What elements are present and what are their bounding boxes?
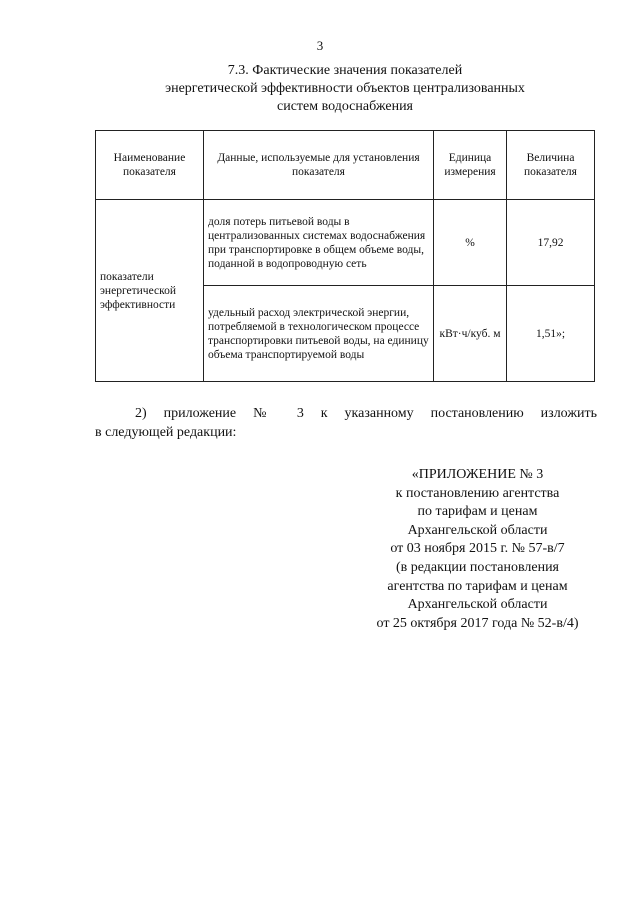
section-heading <box>120 62 570 116</box>
amendment-paragraph <box>95 404 597 442</box>
paragraph-line-1: 2) приложение № 3 к указанному постановлению изложить <box>135 406 597 421</box>
row-unit: кВт·ч/куб. м <box>434 286 507 382</box>
row-value: 17,92 <box>507 200 595 286</box>
row-unit: % <box>434 200 507 286</box>
appendix-line-3: по тарифам и ценам <box>417 504 538 520</box>
appendix-line-9: от 25 октября 2017 года № 52-в/4) <box>376 615 579 631</box>
appendix-line-8: Архангельской области <box>407 597 548 613</box>
appendix-line-4: Архангельской области <box>407 522 548 538</box>
row-data: удельный расход электрической энергии, потребляемой в технологическом процессе транспортировки питьевой воды, на единицу объема транспортируемой воды <box>204 286 434 382</box>
indicators-table <box>95 130 595 382</box>
row-value: 1,51»; <box>507 286 595 382</box>
paragraph-line-2: в следующей редакции: <box>95 425 237 440</box>
appendix-line-6: (в редакции постановления <box>395 559 560 575</box>
appendix-line-7: агентства по тарифам и ценам <box>387 578 568 594</box>
page-number: 3 <box>316 38 324 53</box>
header-unit: Единица измерения <box>434 131 507 200</box>
appendix-header <box>355 466 600 633</box>
table-header-row <box>96 131 595 200</box>
header-name: Наименование показателя <box>96 131 204 200</box>
appendix-line-1: «ПРИЛОЖЕНИЕ № 3 <box>411 467 544 482</box>
heading-line-3: систем водоснабжения <box>276 99 413 114</box>
row-data: доля потерь питьевой воды в централизованных системах водоснабжения при транспортировке в общем объеме воды, поданной в водопроводную сеть <box>204 200 434 286</box>
group-label: показатели энергетической эффективности <box>96 200 204 382</box>
heading-line-2: энергетической эффективности объектов централизованных <box>165 81 525 96</box>
table-row <box>96 200 595 286</box>
appendix-line-2: к постановлению агентства <box>395 485 560 501</box>
header-value: Величина показателя <box>507 131 595 200</box>
heading-line-1: 7.3. Фактические значения показателей <box>227 63 463 78</box>
header-data: Данные, используемые для установления показателя <box>204 131 434 200</box>
appendix-line-5: от 03 ноября 2015 г. № 57-в/7 <box>390 541 565 557</box>
